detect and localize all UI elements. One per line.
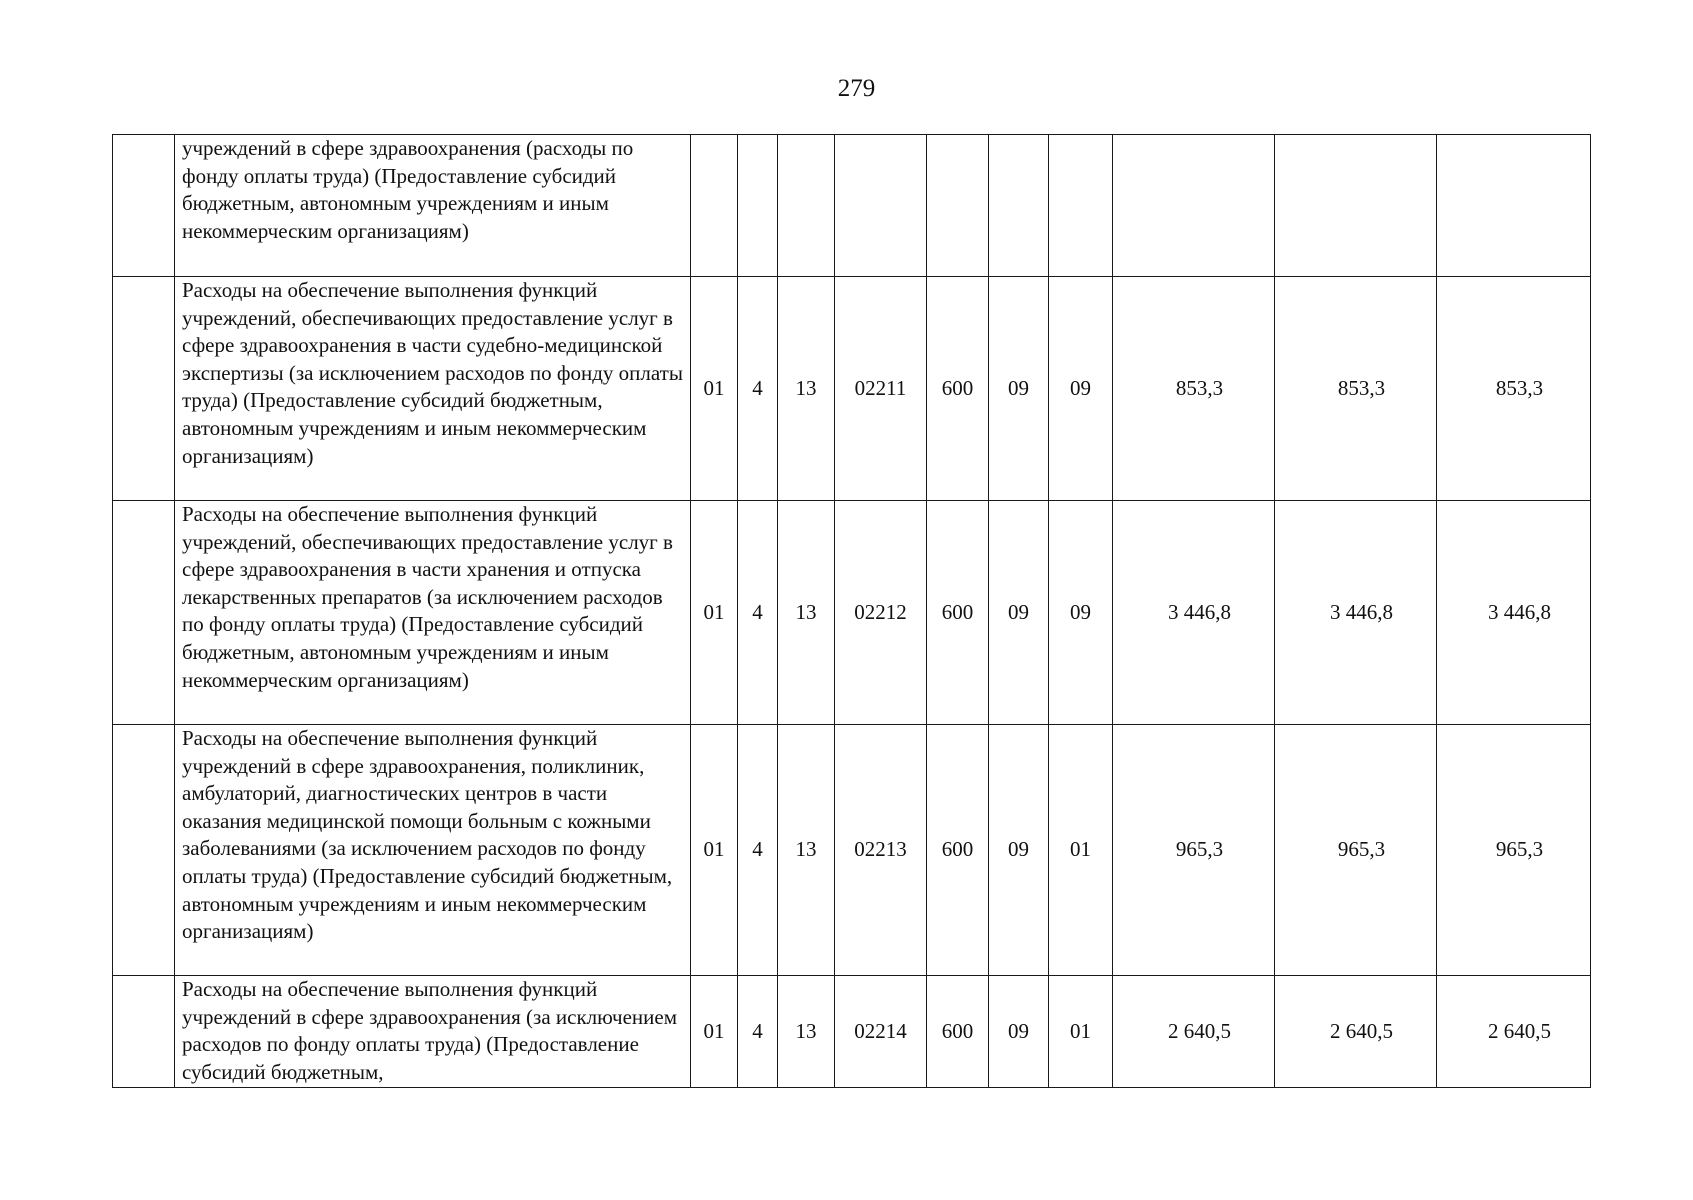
row-number-cell (113, 725, 175, 976)
row-description: учреждений в сфере здравоохранения (расходы по фонду оплаты труда) (Предоставление субсидий бюджетным, автономным учреждениям и иным некоммерческим организациям) (175, 135, 691, 277)
budget-table-container (112, 134, 1591, 1088)
amount-year-1 (1113, 501, 1275, 725)
code-ministry: 01 (691, 277, 738, 501)
code-direction: 02213 (835, 725, 927, 976)
row-number-cell (113, 277, 175, 501)
code-program (738, 135, 778, 277)
page-number: 279 (837, 75, 876, 102)
budget-table (112, 134, 1591, 1088)
table-row (113, 277, 1591, 501)
table-row (113, 725, 1591, 976)
table-row (113, 976, 1591, 1088)
amount-value: 853,3 (1337, 375, 1386, 400)
amount-year-1 (1113, 725, 1275, 976)
code-subsection: 01 (1049, 976, 1113, 1088)
row-description: Расходы на обеспечение выполнения функций учреждений в сфере здравоохранения, поликлиник, амбулаторий, диагностических центров в части оказания медицинской помощи больным с кожными заболеваниями (за исключением расходов по фонду оплаты труда) (Предоставление субсидий бюджетным, автономным учреждениям и иным некоммерческим организациям) (175, 725, 691, 976)
amount-year-1 (1113, 976, 1275, 1088)
amount-value: 3 446,8 (1168, 599, 1231, 624)
amount-year-2 (1275, 135, 1437, 277)
table-row (113, 501, 1591, 725)
amount-year-3 (1437, 135, 1591, 277)
code-section: 09 (989, 277, 1049, 501)
code-ministry: 01 (691, 976, 738, 1088)
amount-value: 2 640,5 (1330, 1018, 1393, 1043)
code-subsection: 09 (1049, 277, 1113, 501)
amount-year-2 (1275, 725, 1437, 976)
code-expense-type: 600 (927, 976, 989, 1088)
amount-year-3 (1437, 277, 1591, 501)
code-program: 4 (738, 725, 778, 976)
row-description: Расходы на обеспечение выполнения функций учреждений, обеспечивающих предоставление услуг в сфере здравоохранения в части судебно-медицинской экспертизы (за исключением расходов по фонду оплаты труда) (Предоставление субсидий бюджетным, автономным учреждениям и иным некоммерческим организациям) (175, 277, 691, 501)
amount-year-1 (1113, 135, 1275, 277)
code-direction: 02211 (835, 277, 927, 501)
code-subsection: 01 (1049, 725, 1113, 976)
code-program: 4 (738, 501, 778, 725)
code-direction (835, 135, 927, 277)
code-subprogram: 13 (778, 277, 835, 501)
amount-year-3 (1437, 501, 1591, 725)
amount-year-2 (1275, 501, 1437, 725)
code-subsection (1049, 135, 1113, 277)
code-direction: 02212 (835, 501, 927, 725)
amount-value: 853,3 (1495, 375, 1544, 400)
row-description: Расходы на обеспечение выполнения функций учреждений в сфере здравоохранения (за исключением расходов по фонду оплаты труда) (Предоставление субсидий бюджетным, (175, 976, 691, 1088)
code-subprogram: 13 (778, 501, 835, 725)
code-ministry (691, 135, 738, 277)
code-program: 4 (738, 277, 778, 501)
row-description: Расходы на обеспечение выполнения функций учреждений, обеспечивающих предоставление услуг в сфере здравоохранения в части хранения и отпуска лекарственных препаратов (за исключением расходов по фонду оплаты труда) (Предоставление субсидий бюджетным, автономным учреждениям и иным некоммерческим организациям) (175, 501, 691, 725)
amount-value: 965,3 (1337, 837, 1386, 862)
code-subprogram (778, 135, 835, 277)
row-number-cell (113, 135, 175, 277)
code-expense-type (927, 135, 989, 277)
code-expense-type: 600 (927, 277, 989, 501)
amount-value: 965,3 (1175, 837, 1224, 862)
code-direction: 02214 (835, 976, 927, 1088)
amount-year-1 (1113, 277, 1275, 501)
amount-year-3 (1437, 725, 1591, 976)
amount-value: 965,3 (1495, 837, 1544, 862)
amount-year-2 (1275, 976, 1437, 1088)
code-program: 4 (738, 976, 778, 1088)
amount-value: 3 446,8 (1488, 599, 1551, 624)
code-ministry: 01 (691, 725, 738, 976)
code-expense-type: 600 (927, 501, 989, 725)
code-expense-type: 600 (927, 725, 989, 976)
amount-value: 853,3 (1175, 375, 1224, 400)
amount-value: 2 640,5 (1168, 1018, 1231, 1043)
code-subprogram: 13 (778, 725, 835, 976)
row-number-cell (113, 501, 175, 725)
code-subsection: 09 (1049, 501, 1113, 725)
code-section: 09 (989, 725, 1049, 976)
amount-value: 3 446,8 (1330, 599, 1393, 624)
amount-value: 2 640,5 (1488, 1018, 1551, 1043)
amount-year-2 (1275, 277, 1437, 501)
code-section: 09 (989, 501, 1049, 725)
code-subprogram: 13 (778, 976, 835, 1088)
row-number-cell (113, 976, 175, 1088)
code-ministry: 01 (691, 501, 738, 725)
code-section (989, 135, 1049, 277)
amount-year-3 (1437, 976, 1591, 1088)
table-row (113, 135, 1591, 277)
code-section: 09 (989, 976, 1049, 1088)
